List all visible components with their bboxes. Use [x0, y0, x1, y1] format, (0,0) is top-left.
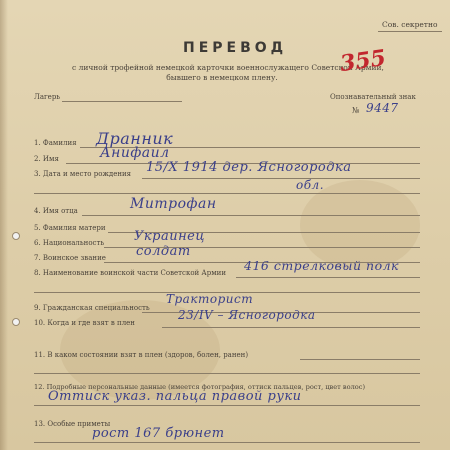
field-unit-label: 8. Наименование воинской части Советской Армии: [34, 269, 226, 277]
field-name-value: Анифаил: [100, 145, 170, 161]
field-name-label: 2. Имя: [34, 155, 59, 163]
field-personal-data-label: 12. Подробные персональные данные (имеется фотография, оттиск пальцев, рост, цвет волос): [34, 383, 366, 391]
id-number-prefix: №: [352, 106, 360, 115]
field-father-value: Митрофан: [130, 196, 217, 212]
field-surname-label: 1. Фамилия: [34, 139, 77, 147]
document-subtitle-line2: бывшего в немецком плену.: [166, 73, 278, 82]
field-profession-value: Тракторист: [166, 292, 254, 306]
field-father-label: 4. Имя отца: [34, 207, 78, 215]
punch-hole: [12, 318, 20, 326]
red-handwritten-number: 355: [338, 44, 388, 78]
field-unit-value: 416 стрелковый полк: [244, 258, 400, 273]
field-marks-label: 13. Особые приметы: [34, 420, 111, 428]
page-edge-shadow: [0, 0, 8, 450]
classification-stamp: Сов. секретно: [382, 20, 438, 29]
field-rank-label: 7. Воинское звание: [34, 254, 106, 262]
punch-hole: [12, 232, 20, 240]
field-mother-label: 5. Фамилия матери: [34, 224, 106, 232]
field-nationality-value: Украинец: [134, 229, 205, 244]
id-mark-label: Опознавательный знак: [330, 93, 416, 101]
field-birth-value-2: обл.: [296, 178, 325, 192]
document-title: ПЕРЕВОД: [183, 40, 288, 56]
id-number: 9447: [366, 101, 399, 115]
field-captured-label: 10. Когда и где взят в плен: [34, 319, 135, 327]
field-surname-value: Дранник: [96, 129, 174, 148]
field-captured-value: 23/IV – Ясногородка: [178, 308, 316, 322]
field-rank-value: солдат: [136, 244, 191, 259]
field-birth-label: 3. Дата и место рождения: [34, 170, 132, 178]
field-nationality-label: 6. Национальность: [34, 239, 105, 247]
field-personal-data-value: Оттиск указ. пальца правой руки: [48, 389, 302, 404]
document-subtitle-line1: с личной трофейной немецкой карточки военнослужащего Советской Армии,: [72, 63, 384, 72]
field-profession-label: 9. Гражданская специальность: [34, 304, 150, 312]
field-birth-value: 15/Х 1914 дер. Ясногородка: [146, 160, 352, 175]
field-condition-label: 11. В каком состоянии взят в плен (здоров, болен, ранен): [34, 351, 249, 359]
camp-label: Лагерь: [34, 93, 61, 101]
field-marks-value: рост 167 брюнет: [92, 426, 225, 441]
